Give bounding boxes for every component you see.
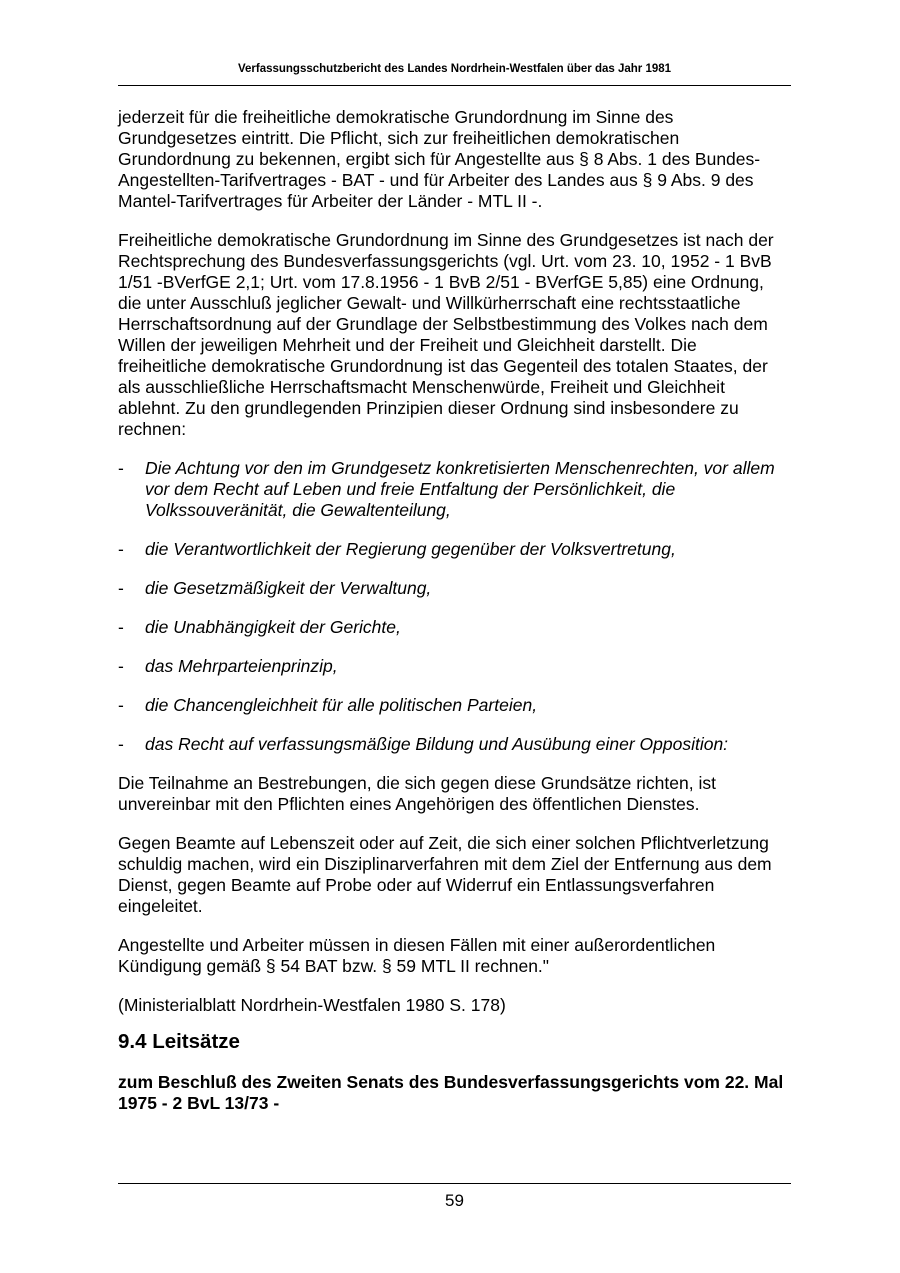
list-item (118, 458, 786, 521)
list-item (118, 578, 786, 599)
principles-list (118, 458, 786, 755)
list-dash: - (118, 539, 124, 559)
paragraph: Die Teilnahme an Bestrebungen, die sich gegen diese Grundsätze richten, ist unvereinbar mit den Pflichten eines Angehörigen des öffentlichen Dienstes. (118, 773, 716, 814)
paragraph: Angestellte und Arbeiter müssen in diesen Fällen mit einer außerordentlichen Kündigung gemäß § 54 BAT bzw. § 59 MTL II rechnen." (118, 935, 716, 976)
list-item (118, 617, 786, 638)
list-item-text: das Recht auf verfassungsmäßige Bildung und Ausübung einer Opposition: (145, 734, 729, 754)
page-number: 59 (445, 1191, 464, 1210)
running-header: Verfassungsschutzbericht des Landes Nordrhein-Westfalen über das Jahr 1981 (237, 63, 672, 75)
list-dash: - (118, 617, 124, 637)
list-item (118, 695, 786, 716)
paragraph: jederzeit für die freiheitliche demokratische Grundordnung im Sinne des Grundgesetzes eintritt. Die Pflicht, sich zur freiheitlichen demokratischen Grundordnung zu bekennen, ergibt sich für Angestellte aus § 8 Abs. 1 des Bundes-Angestellten-Tarifvertrages - BAT - und für Arbeiter des Landes aus § 9 Abs. 9 des Mantel-Tarifvertrages für Arbeiter der Länder - MTL II -. (118, 107, 761, 211)
page-content (118, 107, 786, 1132)
paragraph: Freiheitliche demokratische Grundordnung im Sinne des Grundgesetzes ist nach der Rechtsprechung des Bundesverfassungsgerichts (vgl. Urt. vom 23. 10, 1952 - 1 BvB 1/51 -BVerfGE 2,1; Urt. vom 17.8.1956 - 1 BvB 2/51 - BVerfGE 5,85) eine Ordnung, die unter Ausschluß jeglicher Gewalt- und Willkürherrschaft eine rechtsstaatliche Herrschaftsordnung auf der Grundlage der Selbstbestimmung des Volkes nach dem Willen der jeweiligen Mehrheit und der Freiheit und Gleichheit darstellt. Die freiheitliche demokratische Grundordnung ist das Gegenteil des totalen Staates, der als ausschließliche Herrschaftsmacht Menschenwürde, Freiheit und Gleichheit ablehnt. Zu den grundlegenden Prinzipien dieser Ordnung sind insbesondere zu rechnen: (118, 230, 774, 439)
section-subheading: zum Beschluß des Zweiten Senats des Bundesverfassungsgerichts vom 22. Mal 1975 - 2 BvL 13/73 - (118, 1072, 784, 1113)
list-item-text: die Gesetzmäßigkeit der Verwaltung, (145, 578, 432, 598)
footer-rule (118, 1183, 791, 1184)
list-item-text: das Mehrparteienprinzip, (145, 656, 338, 676)
list-item-text: Die Achtung vor den im Grundgesetz konkretisierten Menschenrechten, vor allem vor dem Recht auf Leben und freie Entfaltung der Persönlichkeit, die Volkssouveränität, die Gewaltenteilung, (145, 458, 775, 520)
list-dash: - (118, 734, 124, 754)
section-heading: 9.4 Leitsätze (118, 1030, 240, 1053)
paragraph: Gegen Beamte auf Lebenszeit oder auf Zeit, die sich einer solchen Pflichtverletzung schuldig machen, wird ein Disziplinarverfahren mit dem Ziel der Entfernung aus dem Dienst, gegen Beamte auf Probe oder auf Widerruf ein Entlassungsverfahren eingeleitet. (118, 833, 772, 916)
list-item-text: die Chancengleichheit für alle politischen Parteien, (145, 695, 538, 715)
list-dash: - (118, 656, 124, 676)
list-item (118, 539, 786, 560)
list-dash: - (118, 578, 124, 598)
source-citation: (Ministerialblatt Nordrhein-Westfalen 1980 S. 178) (118, 995, 506, 1015)
list-dash: - (118, 695, 124, 715)
list-item-text: die Unabhängigkeit der Gerichte, (145, 617, 401, 637)
list-item (118, 734, 786, 755)
list-item-text: die Verantwortlichkeit der Regierung gegenüber der Volksvertretung, (145, 539, 676, 559)
header-rule (118, 85, 791, 86)
list-dash: - (118, 458, 124, 478)
list-item (118, 656, 786, 677)
